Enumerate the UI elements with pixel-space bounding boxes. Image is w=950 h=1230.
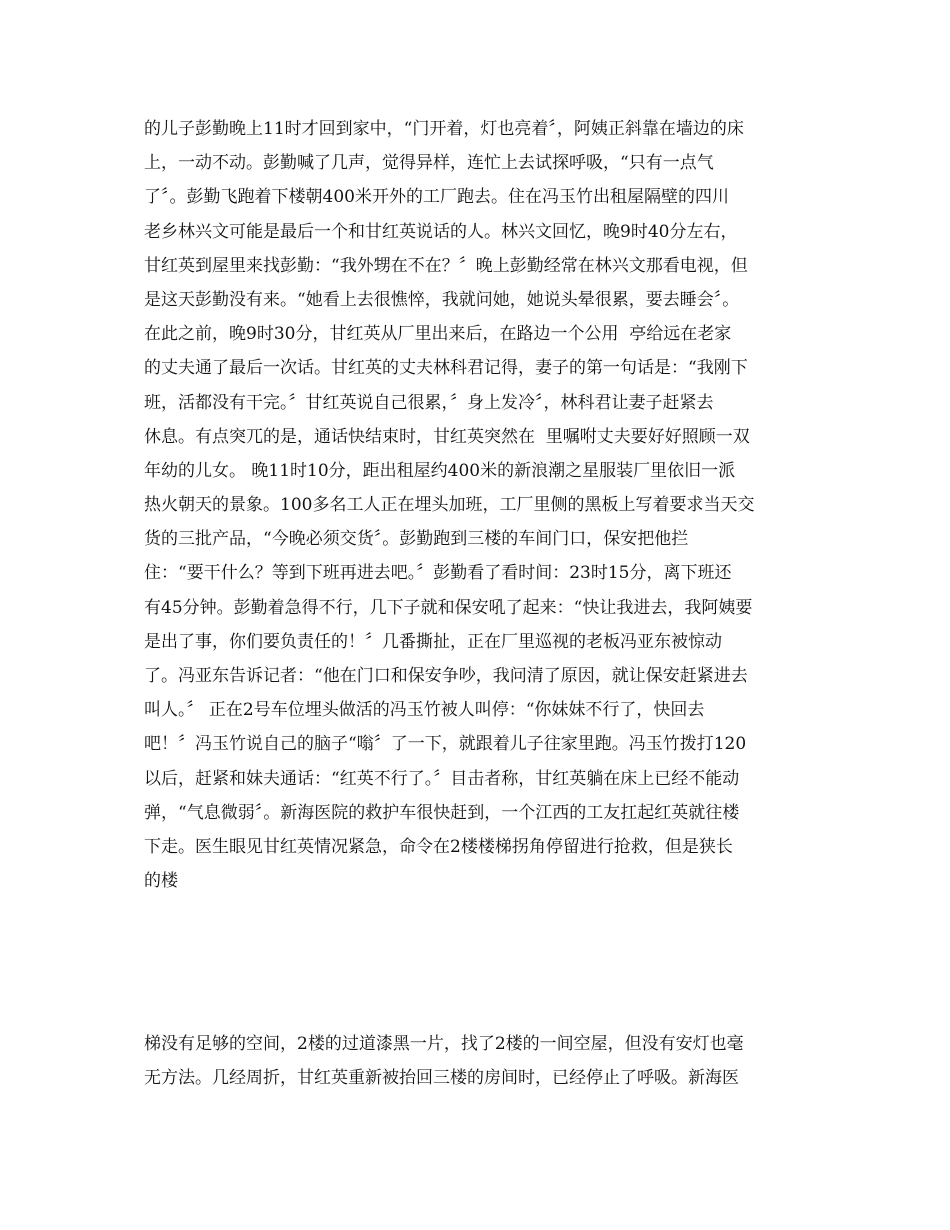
text-line: 货的三批产品，“今晚必须交货〞。彭勤跑到三楼的车间门口，保安把他拦 — [144, 529, 689, 550]
text-line: 以后，赶紧和妹夫通话：“红英不行了。〞目击者称，甘红英躺在床上已经不能动 — [144, 768, 740, 789]
text-line: 下走。医生眼见甘红英情况紧急，命令在2楼楼梯拐角停留进行抢救，但是狭长 — [144, 836, 733, 857]
text-line: 梯没有足够的空间，2楼的过道漆黑一片，找了2楼的一间空屋，但没有安灯也毫 — [144, 1034, 744, 1054]
text-block-1 — [144, 112, 824, 898]
text-line: 在此之前，晚9时30分，甘红英从厂里出来后，在路边一个公用 亭给远在老家 — [144, 324, 732, 345]
text-line: 上，一动不动。彭勤喊了几声，觉得异样，连忙上去试探呼吸，“只有一点气 — [144, 153, 714, 174]
text-line: 年幼的儿女。 晚11时10分，距出租屋约400米的新浪潮之星服装厂里依旧一派 — [144, 460, 736, 481]
text-line: 休息。有点突兀的是，通话快结束时，甘红英突然在 里嘱咐丈夫要好好照顾一双 — [144, 426, 750, 447]
text-line: 叫人。〞 正在2号车位埋头做活的冯玉竹被人叫停：“你妹妹不行了，快回去 — [144, 700, 705, 721]
text-line: 了。冯亚东告诉记者：“他在门口和保安争吵，我问清了原因，就让保安赶紧进去 — [144, 666, 748, 686]
text-line: 弹，“气息微弱〞。新海医院的救护车很快赶到，一个江西的工友扛起红英就往楼 — [144, 802, 740, 823]
text-block-2 — [144, 1027, 824, 1095]
text-line: 是这天彭勤没有来。“她看上去很憔悴，我就问她，她说头晕很累，要去睡会〞。 — [144, 289, 740, 310]
text-line: 是出了事，你们要负责任的！〞几番撕扯，正在厂里巡视的老板冯亚东被惊动 — [144, 631, 722, 652]
text-line: 有45分钟。彭勤着急得不行，几下子就和保安吼了起来：“快让我进去，我阿姨要 — [144, 597, 753, 618]
text-line: 住：“要干什么？等到下班再进去吧。〞彭勤看了看时间：23时15分，离下班还 — [144, 563, 732, 584]
text-line: 的楼 — [144, 871, 178, 892]
text-line: 吧！〞冯玉竹说自己的脑子“嗡〞了一下，就跟着儿子往家里跑。冯玉竹拨打120 — [144, 734, 747, 755]
text-line: 老乡林兴文可能是最后一个和甘红英说话的人。林兴文回忆，晚9时40分左右， — [144, 221, 738, 242]
text-line: 的丈夫通了最后一次话。甘红英的丈夫林科君记得，妻子的第一句话是：“我刚下 — [144, 358, 748, 379]
text-line: 无方法。几经周折，甘红英重新被抬回三楼的房间时，已经停止了呼吸。新海医 — [144, 1068, 739, 1089]
text-line: 热火朝天的景象。100多名工人正在埋头加班，工厂里侧的黑板上写着要求当天交 — [144, 495, 755, 516]
text-line: 的儿子彭勤晚上11时才回到家中，“门开着，灯也亮着〞，阿姨正斜靠在墙边的床 — [144, 119, 744, 139]
text-line: 班，活都没有干完。〞甘红英说自己很累，〞身上发冷〞，林科君让妻子赶紧去 — [144, 392, 714, 413]
text-line: 甘红英到屋里来找彭勤：“我外甥在不在？〞晚上彭勤经常在林兴文那看电视，但 — [144, 255, 748, 276]
text-line: 了〞。彭勤飞跑着下楼朝400米开外的工厂跑去。住在冯玉竹出租屋隔壁的四川 — [144, 187, 729, 208]
